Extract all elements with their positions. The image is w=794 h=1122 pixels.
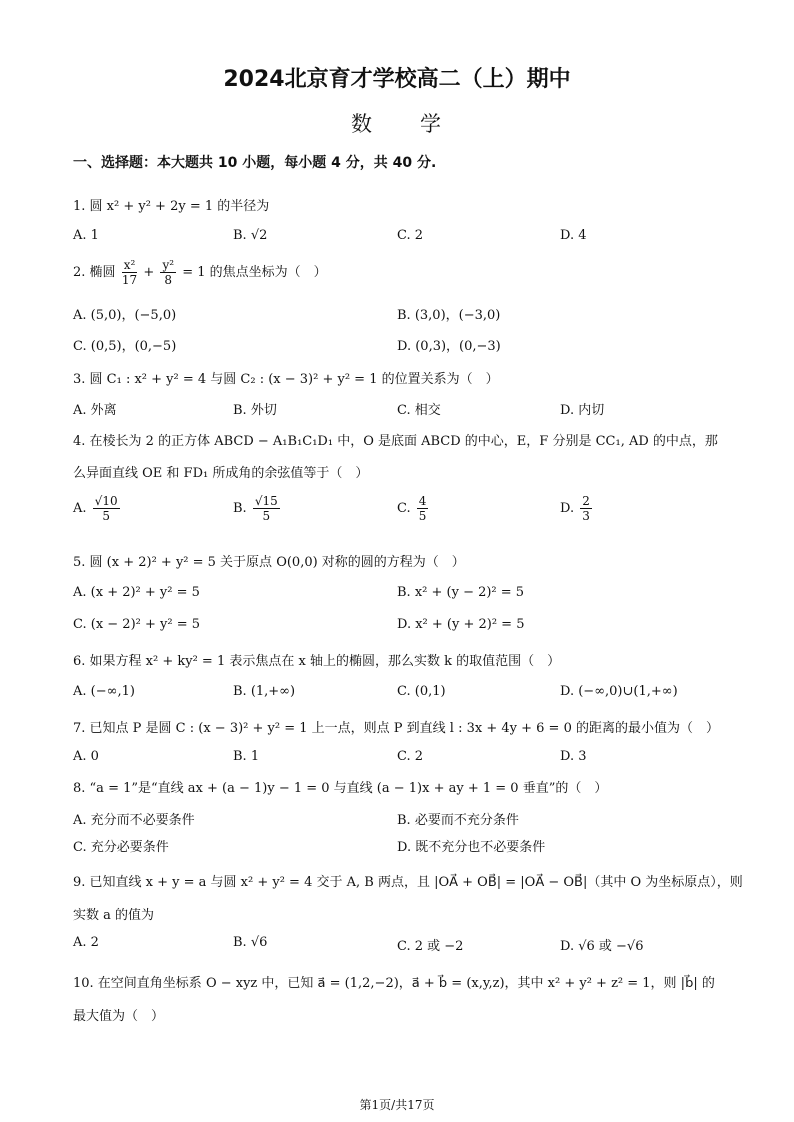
question-4-option-d	[560, 494, 594, 523]
question-4-option-c	[397, 494, 430, 523]
question-4-stem-line-1: 4. 在棱长为 2 的正方体 ABCD − A₁B₁C₁D₁ 中，O 是底面 ABCD 的中心，E，F 分别是 CC₁, AD 的中点，那	[73, 434, 718, 449]
question-3-option-a: A. 外离	[73, 403, 117, 418]
question-2-option-c: C. (0,5)，(0,−5)	[73, 339, 177, 354]
fraction-denominator: 8	[164, 273, 173, 287]
question-6-option-b: B. (1,+∞)	[233, 684, 296, 699]
option-label: B.	[233, 501, 247, 516]
question-9-stem-line-1: 9. 已知直线 x + y = a 与圆 x² + y² = 4 交于 A, B 两点，且 |OA⃗ + OB⃗| = |OA⃗ − OB⃗|（其中 O 为坐标原点），则	[73, 875, 743, 890]
question-8-option-b: B. 必要而不充分条件	[397, 813, 519, 828]
option-label: D.	[560, 501, 575, 516]
question-9-option-d: D. √6 或 −√6	[560, 939, 644, 954]
option-fraction	[417, 494, 429, 523]
question-3-option-b: B. 外切	[233, 403, 277, 418]
option-fraction	[253, 494, 280, 523]
question-10-stem-line-1: 10. 在空间直角坐标系 O − xyz 中，已知 a⃗ = (1,2,−2)，a⃗ + b⃗ = (x,y,z)，其中 x² + y² + z² = 1，则 |b⃗| 的	[73, 976, 715, 991]
question-2-option-a: A. (5,0)，(−5,0)	[73, 308, 177, 323]
fraction-denominator: 3	[582, 509, 590, 523]
fraction-numerator: √15	[254, 494, 278, 508]
fraction-numerator: 4	[418, 494, 427, 508]
question-7-option-b: B. 1	[233, 749, 260, 764]
question-2-fraction-1	[122, 258, 138, 287]
fraction-numerator: 2	[582, 494, 590, 508]
question-7-option-c: C. 2	[397, 749, 424, 764]
question-8-option-c: C. 充分必要条件	[73, 840, 169, 855]
plus-sign: +	[143, 265, 155, 280]
question-1-option-a: A. 1	[73, 228, 99, 243]
question-5-option-a: A. (x + 2)² + y² = 5	[73, 585, 200, 600]
question-2-option-d: D. (0,3)，(0,−3)	[397, 339, 501, 354]
fraction-denominator: 5	[262, 509, 271, 523]
question-5-option-d: D. x² + (y + 2)² = 5	[397, 617, 525, 632]
question-5-option-b: B. x² + (y − 2)² = 5	[397, 585, 525, 600]
page-title: 2024北京育才学校高二（上）期中	[223, 67, 571, 92]
fraction-numerator: √10	[94, 494, 118, 508]
fraction-denominator: 5	[102, 509, 110, 523]
question-9-option-b: B. √6	[233, 935, 268, 950]
question-1-option-c: C. 2	[397, 228, 424, 243]
fraction-numerator: x²	[123, 258, 136, 272]
question-7-stem: 7. 已知点 P 是圆 C : (x − 3)² + y² = 1 上一点，则点 P 到直线 l : 3x + 4y + 6 = 0 的距离的最小值为（ ）	[73, 721, 719, 736]
question-6-stem: 6. 如果方程 x² + ky² = 1 表示焦点在 x 轴上的椭圆，那么实数 k 的取值范围（ ）	[73, 654, 561, 669]
question-9-option-c: C. 2 或 −2	[397, 939, 464, 954]
question-2-fraction-2	[160, 258, 176, 287]
fraction-denominator: 17	[121, 273, 138, 287]
option-label: C.	[397, 501, 411, 516]
question-7-option-d: D. 3	[560, 749, 587, 764]
option-fraction	[580, 494, 592, 523]
question-9-stem-line-2: 实数 a 的值为	[73, 908, 155, 923]
question-1-option-d: D. 4	[560, 228, 587, 243]
question-8-option-d: D. 既不充分也不必要条件	[397, 840, 546, 855]
question-4-stem-line-2: 么异面直线 OE 和 FD₁ 所成角的余弦值等于（ ）	[73, 466, 369, 481]
option-fraction	[93, 494, 120, 523]
subject-title: 数 学	[351, 112, 443, 136]
question-3-option-c: C. 相交	[397, 403, 441, 418]
fraction-numerator: y²	[162, 258, 175, 272]
question-1-stem: 1. 圆 x² + y² + 2y = 1 的半径为	[73, 199, 270, 214]
question-8-option-a: A. 充分而不必要条件	[73, 813, 195, 828]
question-8-stem: 8. “a = 1”是“直线 ax + (a − 1)y − 1 = 0 与直线 (a − 1)x + ay + 1 = 0 垂直”的（ ）	[73, 781, 608, 796]
question-2-prefix: 2. 椭圆	[73, 265, 116, 280]
question-3-stem: 3. 圆 C₁ : x² + y² = 4 与圆 C₂ : (x − 3)² + y² = 1 的位置关系为（ ）	[73, 372, 499, 387]
question-2-suffix: = 1 的焦点坐标为（ ）	[182, 265, 327, 280]
question-6-option-a: A. (−∞,1)	[73, 684, 135, 699]
question-1-option-b: B. √2	[233, 228, 268, 243]
question-7-option-a: A. 0	[73, 749, 99, 764]
option-label: A.	[73, 501, 87, 516]
fraction-denominator: 5	[418, 509, 427, 523]
question-4-option-b	[233, 494, 282, 523]
question-5-stem: 5. 圆 (x + 2)² + y² = 5 关于原点 O(0,0) 对称的圆的方程为（ ）	[73, 555, 465, 570]
page-footer: 第1页/共17页	[359, 1098, 435, 1112]
question-10-stem-line-2: 最大值为（ ）	[73, 1009, 165, 1024]
question-4-option-a	[73, 494, 122, 523]
question-2-option-b: B. (3,0)，(−3,0)	[397, 308, 501, 323]
question-3-option-d: D. 内切	[560, 403, 605, 418]
question-6-option-d: D. (−∞,0)∪(1,+∞)	[560, 684, 678, 699]
question-2-stem	[73, 258, 327, 287]
section-heading: 一、选择题：本大题共 10 小题，每小题 4 分，共 40 分.	[73, 155, 437, 171]
question-5-option-c: C. (x − 2)² + y² = 5	[73, 617, 201, 632]
question-9-option-a: A. 2	[73, 935, 99, 950]
question-6-option-c: C. (0,1)	[397, 684, 446, 699]
